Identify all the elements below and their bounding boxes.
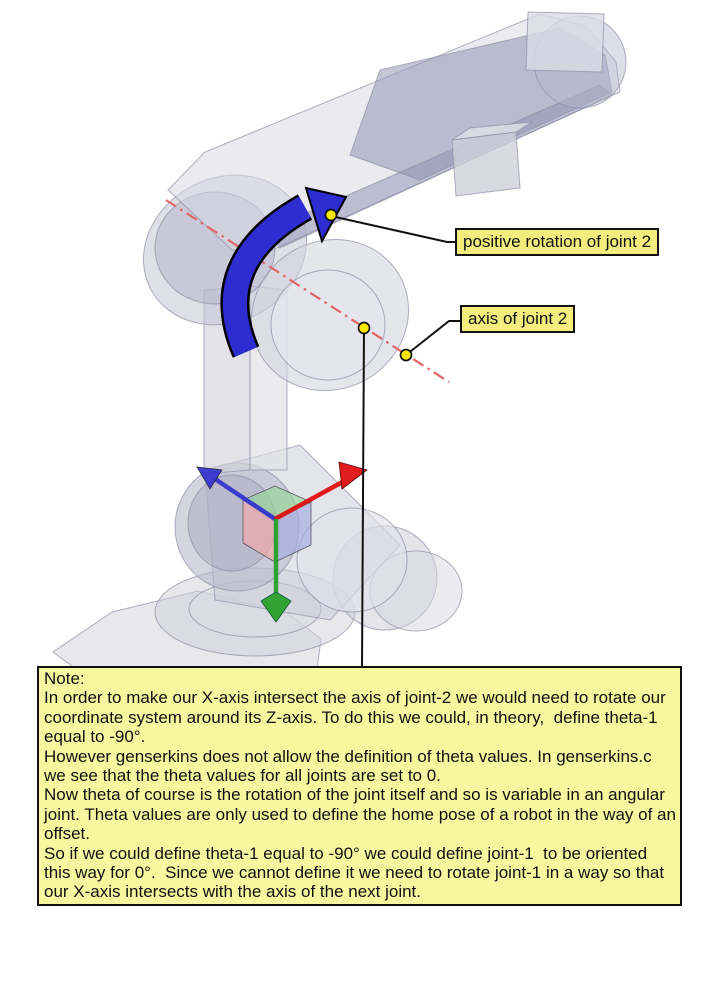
robot-elbow-cube xyxy=(452,132,520,196)
label-positive-rotation: positive rotation of joint 2 xyxy=(455,228,659,256)
note-paragraph: However genserkins does not allow the definition of theta values. In genserkins.c we see that the theta values for all joints are set to 0. xyxy=(44,746,657,786)
marker-axis-dot-1 xyxy=(359,323,370,334)
marker-axis-dot-2 xyxy=(401,350,412,361)
robot-joint1-right-cap xyxy=(297,508,407,612)
note-title: Note: xyxy=(44,669,85,688)
leader-axis-of-joint2 xyxy=(406,321,462,355)
note-paragraph: So if we could define theta-1 equal to -90° we could define joint-1 to be oriented this way for 0°. Since we cannot define it we need to rotate joint-1 in a way so that our X-axis intersects with the axis of the next joint. xyxy=(44,843,669,902)
leader-positive-rotation xyxy=(331,216,458,242)
marker-rotation-dot xyxy=(326,210,337,221)
note-paragraph: Now theta of course is the rotation of the joint itself and so is variable in an angular joint. Theta values are only used to define the home pose of a robot in the way of an offset. xyxy=(44,785,681,844)
label-axis-of-joint2: axis of joint 2 xyxy=(460,305,575,333)
robot-wrist-block xyxy=(526,12,604,72)
note-box xyxy=(37,666,682,906)
robot-arm xyxy=(53,12,626,683)
note-paragraph: In order to make our X-axis intersect the axis of joint-2 we would need to rotate our coordinate system around its Z-axis. To do this we could, in theory, define theta-1 equal to -90°. xyxy=(44,688,671,747)
